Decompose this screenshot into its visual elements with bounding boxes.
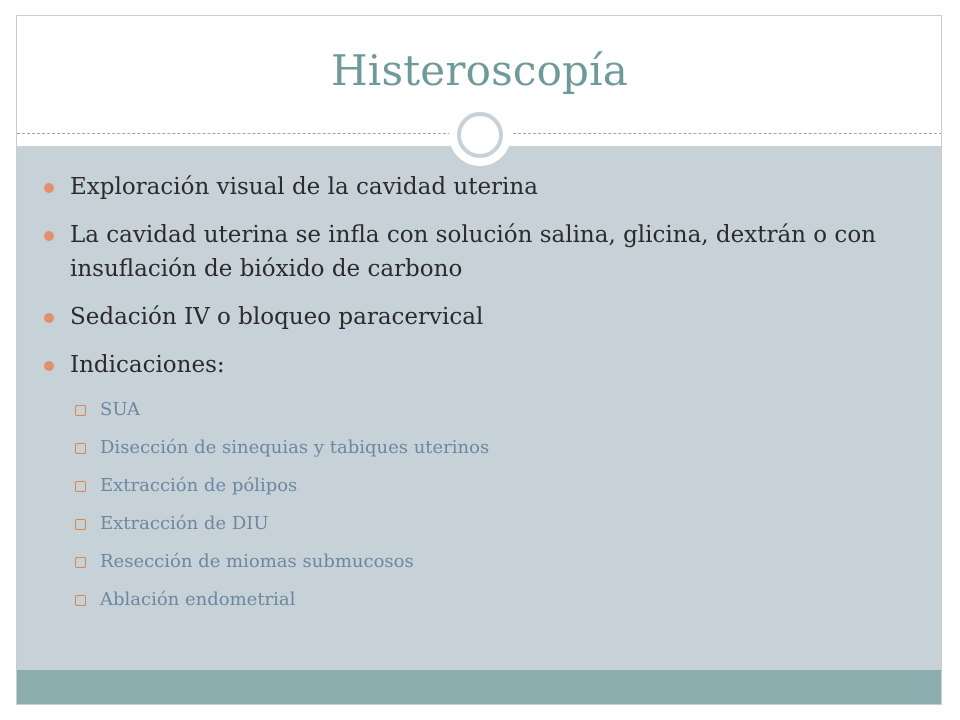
bullet-text: Indicaciones:: [70, 352, 225, 378]
bullet-text: Sedación IV o bloqueo paracervical: [70, 304, 484, 330]
bullet-item: [44, 170, 924, 204]
bullet-text: La cavidad uterina se infla con solución salina, glicina, dextrán o con insuflación de bióxido de carbono: [70, 222, 876, 282]
slide-title: Histeroscopía: [330, 46, 629, 95]
bullet-dot-icon: [44, 231, 54, 241]
sub-bullet-item: [74, 474, 489, 498]
hollow-square-bullet-icon: [75, 481, 86, 492]
sub-bullet-item: [74, 436, 489, 460]
bullet-dot-icon: [44, 313, 54, 323]
sub-bullet-item: [74, 398, 489, 422]
sub-bullet-text: Extracción de DIU: [100, 513, 269, 534]
sub-bullet-text: SUA: [100, 399, 140, 420]
sub-bullet-text: Resección de miomas submucosos: [100, 551, 414, 572]
sub-bullet-text: Disección de sinequias y tabiques uterinos: [100, 437, 490, 458]
sub-bullet-text: Ablación endometrial: [100, 589, 296, 610]
hollow-square-bullet-icon: [75, 557, 86, 568]
hollow-square-bullet-icon: [75, 519, 86, 530]
bullet-dot-icon: [44, 361, 54, 371]
bullet-text: Exploración visual de la cavidad uterina: [70, 174, 538, 200]
sub-bullet-item: [74, 512, 489, 536]
bullet-item: [44, 300, 924, 334]
ring-icon: [457, 112, 503, 158]
bullet-dot-icon: [44, 183, 54, 193]
hollow-square-bullet-icon: [75, 595, 86, 606]
hollow-square-bullet-icon: [75, 405, 86, 416]
sub-bullet-text: Extracción de pólipos: [100, 475, 298, 496]
sub-bullet-item: [74, 550, 489, 574]
sub-bullet-list: [74, 398, 489, 626]
hollow-square-bullet-icon: [75, 443, 86, 454]
bullet-item: [44, 348, 924, 382]
bullet-list: [44, 170, 924, 396]
sub-bullet-item: [74, 588, 489, 612]
bullet-item: [44, 218, 924, 286]
